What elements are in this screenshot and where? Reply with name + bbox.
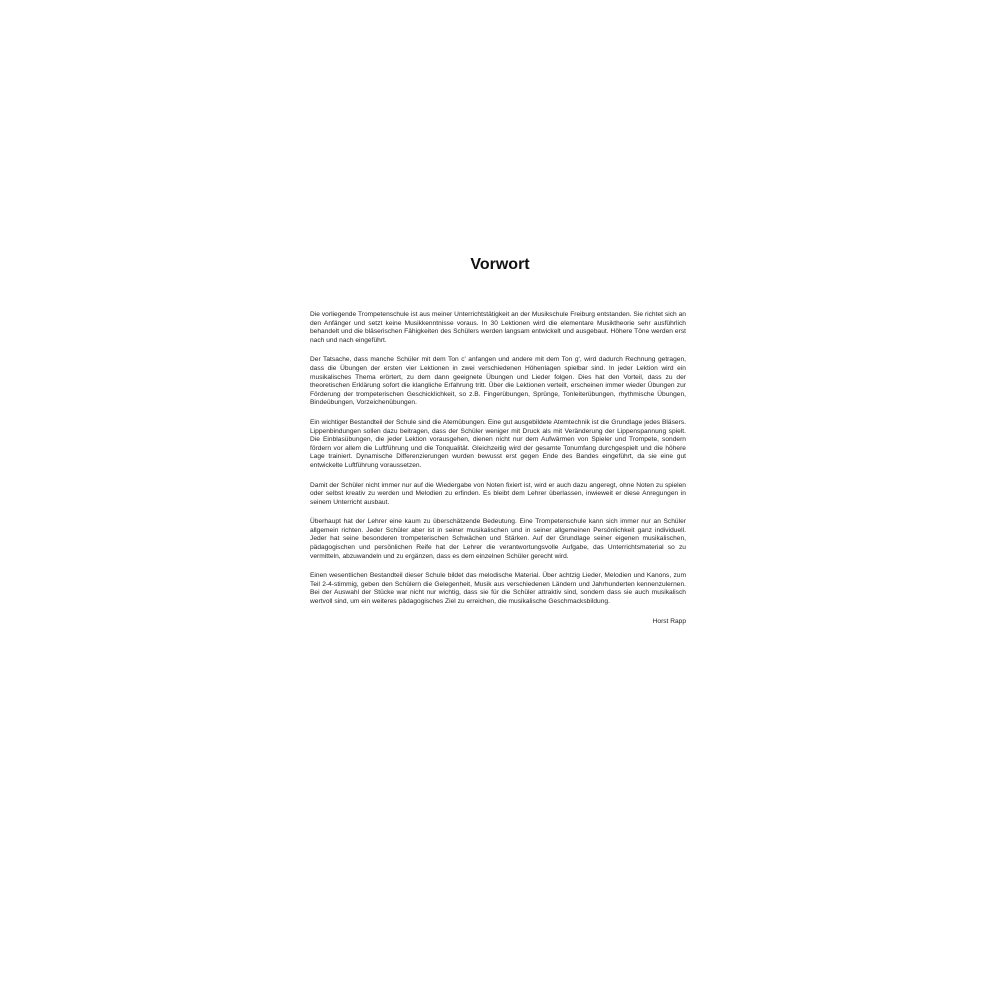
paragraph-1: Die vorliegende Trompetenschule ist aus meiner Unterrichtstätigkeit an der Musikschule Freiburg entstanden. Sie richtet sich an den Anfänger und setzt keine Musikkenntnisse voraus. In 30 Lektionen wird die elementare Musiktheorie sehr ausführlich behandelt und die bläserischen Fähigkeiten des Schülers werden langsam entwickelt und ausgebaut. Höhere Töne werden erst nach und nach eingeführt.	[310, 311, 686, 344]
preface-body	[310, 311, 686, 626]
paragraph-3: Ein wichtiger Bestandteil der Schule sind die Atemübungen. Eine gut ausgebildete Atemtechnik ist die Grundlage jedes Bläsers. Lippenbindungen sollen dazu beitragen, dass der Schüler weniger mit Druck als mit Veränderung der Lippenspannung spielt. Die Einblasübungen, die jeder Lektion vorausgehen, dienen nicht nur dem Aufwärmen von Spieler und Trompete, sondern fördern vor allem die Luftführung und die Tonqualität. Gleichzeitig wird der gesamte Tonumfang durchgespielt und die höhere Lage trainiert. Dynamische Differenzierungen wurden bewusst erst gegen Ende des Bandes eingeführt, da sie eine gut entwickelte Luftführung voraussetzen.	[310, 418, 686, 469]
paragraph-5: Überhaupt hat der Lehrer eine kaum zu überschätzende Bedeutung. Eine Trompetenschule kann sich immer nur an Schüler allgemein richten. Jeder Schüler aber ist in seiner musikalischen und in seiner allgemeinen Persönlichkeit ganz individuell. Jeder hat seine besonderen trompeterischen Schwächen und Stärken. Auf der Grundlage seiner eigenen musikalischen, pädagogischen und persönlichen Reife hat der Lehrer die verantwortungsvolle Aufgabe, das Unterrichtsmaterial so zu vermitteln, abzuwandeln und zu ergänzen, dass es dem einzelnen Schüler gerecht wird.	[310, 518, 686, 560]
paragraph-2: Der Tatsache, dass manche Schüler mit dem Ton c' anfangen und andere mit dem Ton g', wird dadurch Rechnung getragen, dass die Übungen der ersten vier Lektionen in zwei verschiedenen Höhenlagen spielbar sind. In jeder Lektion wird ein musikalisches Thema erörtert, zu dem dann geeignete Übungen und Lieder folgen. Dies hat den Vorteil, dass zu der theoretischen Erklärung sofort die klangliche Erfahrung tritt. Über die Lektionen verteilt, erscheinen immer wieder Übungen zur Förderung der trompeterischen Geschicklichkeit, so z.B. Fingerübungen, Sprünge, Tonleiterübungen, rhythmische Übungen, Bindeübungen, Vorzeichenübungen.	[310, 356, 686, 407]
paragraph-6: Einen wesentlichen Bestandteil dieser Schule bildet das melodische Material. Über achtzig Lieder, Melodien und Kanons, zum Teil 2-4-stimmig, geben den Schülern die Gelegenheit, Musik aus verschiedenen Ländern und Jahrhunderten kennenzulernen. Bei der Auswahl der Stücke war nicht nur wichtig, dass sie für die Schüler attraktiv sind, sondern dass sie auch musikalisch wertvoll sind, um ein weiteres pädagogisches Ziel zu erreichen, die musikalische Geschmacksbildung.	[310, 572, 686, 606]
paragraph-4: Damit der Schüler nicht immer nur auf die Wiedergabe von Noten fixiert ist, wird er auch dazu angeregt, ohne Noten zu spielen oder selbst kreativ zu werden und Melodien zu erfinden. Es bleibt dem Lehrer überlassen, inwieweit er diese Anregungen in seinem Unterricht ausbaut.	[310, 481, 686, 506]
page-title: Vorwort	[470, 256, 530, 273]
author-signature: Horst Rapp	[652, 617, 686, 625]
